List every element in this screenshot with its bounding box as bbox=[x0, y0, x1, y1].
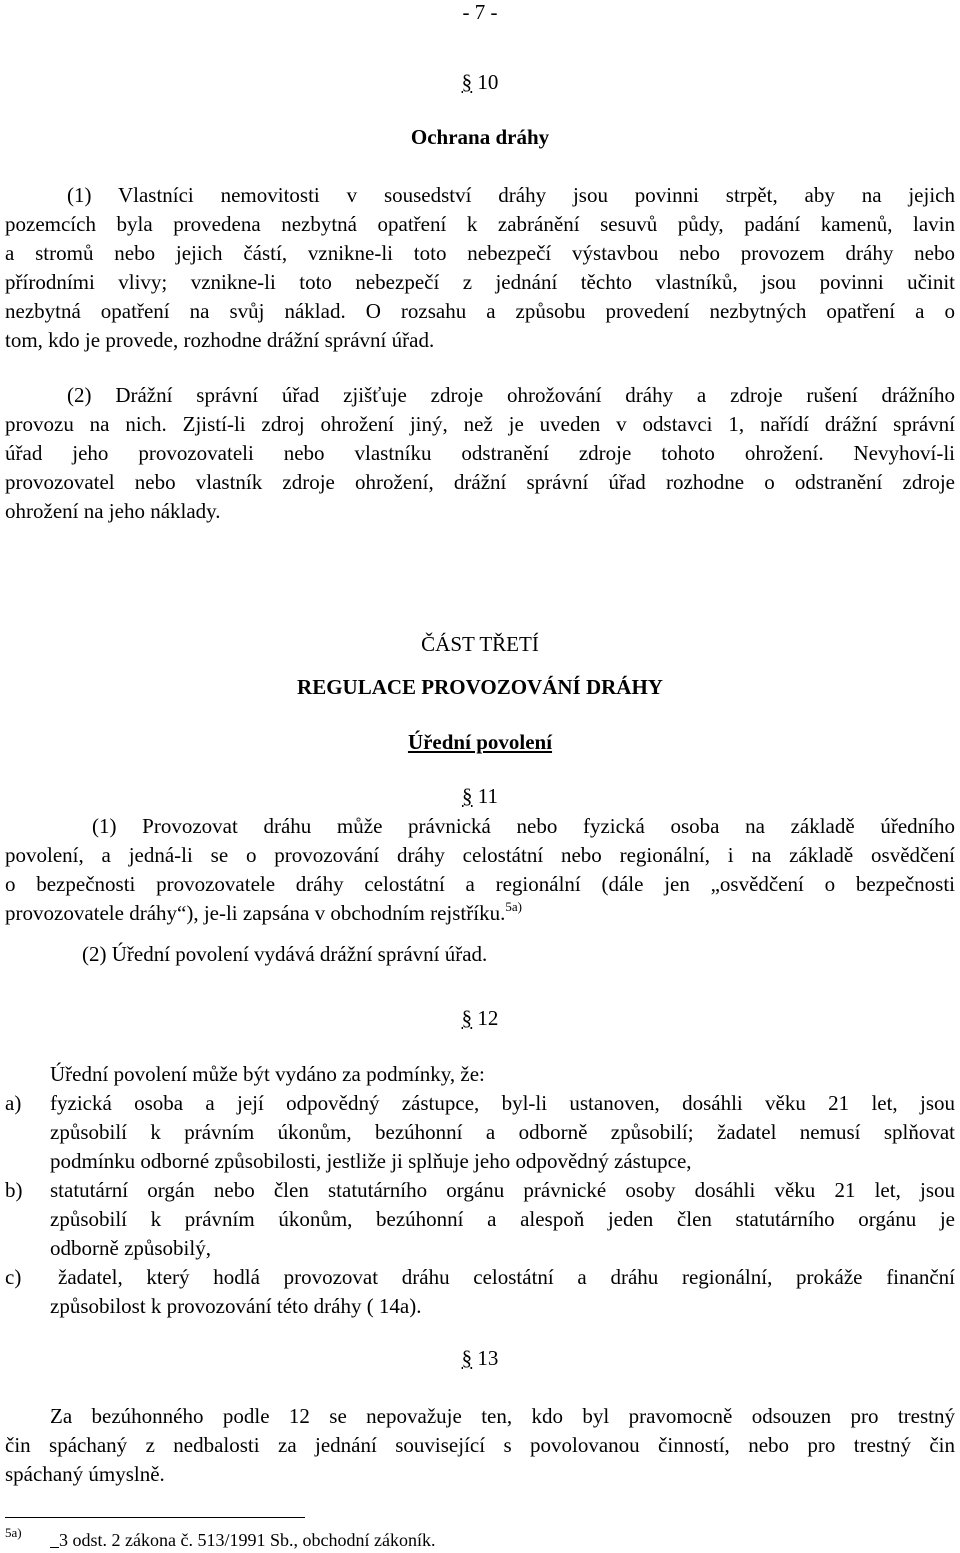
section-10-paragraph-2 bbox=[5, 381, 955, 526]
section-sign: § bbox=[461, 1006, 473, 1030]
page-number: - 7 - bbox=[462, 0, 498, 24]
text-line: podmínku odborné způsobilosti, jestliže ji splňuje jeho odpovědný zástupce, bbox=[50, 1149, 692, 1173]
section-number: 13 bbox=[477, 1346, 499, 1370]
text-line: čin spáchaný z nedbalosti za jednání související s povolovanou činností, nebo pro trestný čin bbox=[5, 1433, 955, 1457]
text-line: provozovatel nebo vlastník zdroje ohrožení, drážní správní úřad rozhodne o odstranění zdroje bbox=[5, 470, 955, 494]
text-line: fyzická osoba a její odpovědný zástupce, byl-li ustanoven, dosáhli věku 21 let, jsou bbox=[50, 1091, 955, 1115]
text-line: způsobilí k právním úkonům, bezúhonní a odborně způsobilí; žadatel nemusí splňovat bbox=[50, 1120, 955, 1144]
text-line: způsobilí k právním úkonům, bezúhonní a alespoň jeden člen statutárního orgánu je bbox=[50, 1207, 955, 1231]
text-line: odborně způsobilý, bbox=[50, 1236, 211, 1260]
text-line-body: provozovatele dráhy“), je-li zapsána v obchodním rejstříku. bbox=[5, 901, 506, 925]
footnote-body: 3 odst. 2 zákona č. 513/1991 Sb., obchodní zákoník. bbox=[59, 1530, 436, 1550]
section-sign: § bbox=[461, 70, 473, 94]
section-number: 11 bbox=[477, 784, 498, 808]
text-line bbox=[5, 899, 955, 928]
section-10-paragraph-1 bbox=[5, 181, 955, 355]
section-sign: § bbox=[461, 1346, 473, 1370]
section-10-title: Ochrana dráhy bbox=[410, 125, 550, 149]
list-item-b bbox=[5, 1176, 955, 1263]
text-line: pozemcích byla provedena nezbytná opatření k zabránění sesuvů půdy, padání kamenů, lavin bbox=[5, 212, 955, 236]
section-sign: § bbox=[462, 784, 473, 808]
section-12-intro: Úřední povolení může být vydáno za podmínky, že: bbox=[50, 1062, 485, 1086]
text-line: o bezpečnosti provozovatele dráhy celostátní a regionální (dále jen „osvědčení o bezpečnosti bbox=[5, 872, 955, 896]
text-line: provozu na nich. Zjistí-li zdroj ohrožení jiný, než je uveden v odstavci 1, nařídí drážní správní bbox=[5, 412, 955, 436]
footnote-rule bbox=[5, 1517, 305, 1518]
part-title: REGULACE PROVOZOVÁNÍ DRÁHY bbox=[297, 675, 663, 699]
text-line: nezbytná opatření na svůj náklad. O rozsahu a způsobu provedení nezbytných opatření a o bbox=[5, 299, 955, 323]
part-subtitle bbox=[0, 730, 960, 755]
text-line: úřad jeho provozovateli nebo vlastníku odstranění zdroje tohoto ohrožení. Nevyhoví-li bbox=[5, 441, 955, 465]
section-11-paragraph-2: (2) Úřední povolení vydává drážní správní úřad. bbox=[82, 942, 488, 966]
section-number: 10 bbox=[477, 70, 499, 94]
text-line: spáchaný úmyslně. bbox=[5, 1462, 165, 1486]
text-line: tom, kdo je provede, rozhodne drážní správní úřad. bbox=[5, 328, 435, 352]
text-line: Za bezúhonného podle 12 se nepovažuje ten, kdo byl pravomocně odsouzen pro trestný bbox=[50, 1404, 955, 1428]
text-line: (2) Drážní správní úřad zjišťuje zdroje ohrožování dráhy a zdroje rušení drážního bbox=[67, 383, 955, 407]
footnote-ref: 5a) bbox=[505, 899, 522, 914]
list-item-label: b) bbox=[5, 1178, 23, 1202]
footnote-text bbox=[50, 1530, 435, 1551]
section-13-heading bbox=[0, 1346, 960, 1371]
section-11-paragraph-1 bbox=[5, 812, 955, 928]
text-line: povolení, a jedná-li se o provozování dráhy celostátní nebo regionální, i na základě osvědčení bbox=[5, 843, 955, 867]
list-item-text bbox=[50, 1176, 955, 1263]
part-heading: ČÁST TŘETÍ bbox=[421, 632, 539, 656]
section-13-paragraph bbox=[5, 1402, 955, 1489]
list-item-text bbox=[50, 1263, 955, 1321]
text-line: statutární orgán nebo člen statutárního orgánu právnické osoby dosáhli věku 21 let, jsou bbox=[50, 1178, 955, 1202]
list-item-label: a) bbox=[5, 1091, 22, 1115]
part-subtitle-text: Úřední povolení bbox=[407, 730, 553, 754]
text-line: a stromů nebo jejich částí, vznikne-li toto nebezpečí výstavbou nebo provozem dráhy nebo bbox=[5, 241, 955, 265]
section-11-heading bbox=[0, 784, 960, 809]
text-line: přírodními vlivy; vznikne-li toto nebezpečí z jednání těchto vlastníků, jsou povinni učinit bbox=[5, 270, 955, 294]
list-item-label: c) bbox=[5, 1265, 22, 1289]
text-line: (1) Vlastníci nemovitosti v sousedství dráhy jsou povinni strpět, aby na jejich bbox=[67, 183, 955, 207]
section-10-heading bbox=[0, 70, 960, 95]
text-line: ohrožení na jeho náklady. bbox=[5, 499, 221, 523]
text-line: způsobilost k provozování této dráhy ( 14a). bbox=[50, 1294, 422, 1318]
list-item-c bbox=[5, 1263, 955, 1321]
list-item-text bbox=[50, 1089, 955, 1176]
footnote-mark: 5a) bbox=[5, 1525, 22, 1540]
list-item-a bbox=[5, 1089, 955, 1176]
section-number: 12 bbox=[477, 1006, 499, 1030]
text-line: žadatel, který hodlá provozovat dráhu celostátní a dráhu regionální, prokáže finanční bbox=[58, 1265, 955, 1289]
text-line: (1) Provozovat dráhu může právnická nebo fyzická osoba na základě úředního bbox=[92, 814, 955, 838]
section-12-heading bbox=[0, 1006, 960, 1031]
